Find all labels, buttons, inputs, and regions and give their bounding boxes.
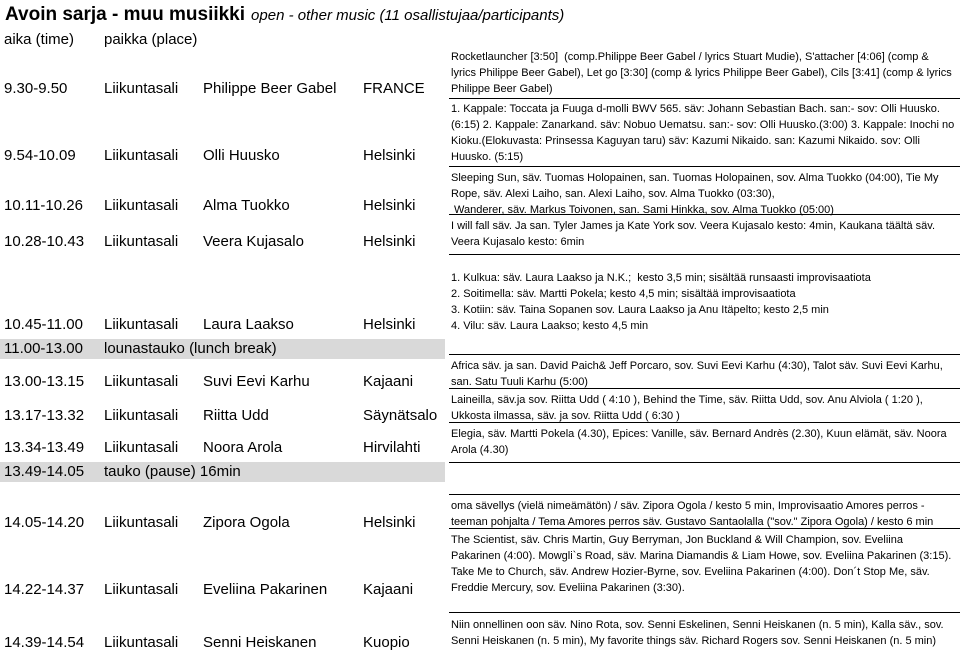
page-title	[5, 4, 564, 26]
row-performer: Senni Heiskanen	[203, 634, 317, 651]
row-city: Helsinki	[363, 316, 416, 333]
program-line: Elegia, säv. Martti Pokela (4.30), Epices: Vanille, säv. Bernard Andrès (2.30), Kuun elämät, säv. Noora	[451, 428, 947, 440]
row-place: Liikuntasali	[104, 514, 179, 531]
program-line: 2. Soitimella: säv. Martti Pokela; kesto 4,5 min; sisältää improvisaatiota	[451, 288, 796, 300]
program-line: Laineilla, säv.ja sov. Riitta Udd ( 4:10 ), Behind the Time, säv. Riitta Udd, sov. Anu Alviola ( 1:20 ),	[451, 394, 923, 406]
row-place: Liikuntasali	[104, 147, 179, 164]
row-time: 9.30-9.50	[4, 80, 68, 97]
row-performer: Noora Arola	[203, 439, 283, 456]
row-city: Helsinki	[363, 147, 416, 164]
row-performer: Philippe Beer Gabel	[203, 80, 337, 97]
program-cell	[451, 101, 958, 165]
program-line: Take Me to Church, säv. Andrew Hozier-Byrne, sov. Eveliina Pakarinen (4:00). Don´t Stop Me, säv.	[451, 566, 930, 578]
table-row	[0, 580, 445, 600]
program-line: The Scientist, säv. Chris Martin, Guy Berryman, Jon Buckland & Will Champion, sov. Eveliina	[451, 534, 903, 546]
program-line: I will fall säv. Ja san. Tyler James ja Kate York sov. Veera Kujasalo kesto: 4min, Kaukana täältä säv.	[451, 220, 936, 232]
program-cell	[451, 170, 958, 218]
program-cell	[451, 49, 958, 97]
break-row	[0, 462, 445, 482]
row-performer: Alma Tuokko	[203, 197, 290, 214]
row-time: 13.34-13.49	[4, 439, 85, 456]
program-line: Philippe Beer Gabel)	[451, 83, 553, 95]
row-time: 13.17-13.32	[4, 407, 85, 424]
break-row	[0, 339, 445, 359]
row-city: Helsinki	[363, 197, 416, 214]
program-cell	[451, 498, 958, 530]
table-row	[0, 315, 445, 335]
row-time: 9.54-10.09	[4, 147, 76, 164]
row-city: Helsinki	[363, 233, 416, 250]
row-city: Kuopio	[363, 634, 410, 651]
row-performer: Laura Laakso	[203, 316, 294, 333]
table-row	[0, 79, 445, 99]
row-time: 10.11-10.26	[4, 197, 83, 214]
row-time: 11.00-13.00	[4, 340, 83, 357]
row-divider	[449, 612, 960, 613]
table-row	[0, 406, 445, 426]
row-place: Liikuntasali	[104, 197, 179, 214]
row-break-label: tauko (pause) 16min	[104, 463, 241, 480]
program-line: lyrics Philippe Beer Gabel), Let go [3:30] (comp & lyrics Philippe Beer Gabel), Cils [3:41] (comp & lyrics	[451, 67, 952, 79]
row-performer: Veera Kujasalo	[203, 233, 304, 250]
program-cell	[451, 617, 958, 649]
program-line: Ukkosta ilmassa, säv. ja sov. Riitta Udd ( 6:30 )	[451, 410, 680, 422]
program-line: Arola (4.30)	[451, 444, 509, 456]
row-divider	[449, 98, 960, 99]
row-city: Helsinki	[363, 514, 416, 531]
row-performer: Zipora Ogola	[203, 514, 290, 531]
row-performer: Riitta Udd	[203, 407, 269, 424]
row-divider	[449, 354, 960, 355]
program-line: teeman pohjalta / Tema Amores perros säv. Gustavo Santaolalla ("sov." Zipora Ogola) / kesto 6 min	[451, 516, 934, 528]
row-time: 10.45-11.00	[4, 316, 83, 333]
table-row	[0, 196, 445, 216]
program-line: Wanderer, säv. Markus Toivonen, san. Sami Hinkka, sov. Alma Tuokko (05:00)	[451, 204, 834, 216]
row-divider	[449, 462, 960, 463]
row-performer: Eveliina Pakarinen	[203, 581, 328, 598]
program-cell	[451, 426, 958, 458]
row-time: 10.28-10.43	[4, 233, 85, 250]
title-main: Avoin sarja - muu musiikki	[5, 4, 246, 25]
program-line: Rocketlauncher [3:50] (comp.Philippe Beer Gabel / lyrics Stuart Mudie), S'attacher [4:06] (comp &	[451, 51, 929, 63]
row-performer: Suvi Eevi Karhu	[203, 373, 310, 390]
program-line: 3. Kotiin: säv. Taina Sopanen sov. Laura Laakso ja Anu Itäpelto; kesto 2,5 min	[451, 304, 829, 316]
row-time: 14.05-14.20	[4, 514, 85, 531]
title-sub: open - other music (11 osallistujaa/participants)	[251, 7, 565, 24]
program-line: Senni Heiskanen (n. 5 min), My favorite things säv. Richard Rogers sov. Senni Heiskanen (n. 5 min)	[451, 635, 937, 647]
row-city: Hirvilahti	[363, 439, 421, 456]
row-time: 14.22-14.37	[4, 581, 85, 598]
row-place: Liikuntasali	[104, 581, 179, 598]
table-row	[0, 372, 445, 392]
row-place: Liikuntasali	[104, 407, 179, 424]
program-line: (6:15) 2. Kappale: Zanarkand. säv: Nobuo Uematsu. san:- sov: Olli Huusko.(3:00) 3. Kappale: Inochi no	[451, 119, 955, 131]
program-cell	[451, 358, 958, 390]
table-row	[0, 513, 445, 533]
program-line: Kioku.(Elokuvasta: Prinsessa Kaguyan taru) säv: Kazumi Nikaido. san: Kazumi Nikaido. sov: Olli	[451, 135, 920, 147]
program-line: Pakarinen (4:00). Mowgli`s Road, säv. Marina Diamandis & Liam Howe, sov. Eveliina Pakarinen (3:15).	[451, 550, 952, 562]
row-time: 13.00-13.15	[4, 373, 85, 390]
program-line: Sleeping Sun, säv. Tuomas Holopainen, san. Tuomas Holopainen, sov. Alma Tuokko (04:00), Tie My	[451, 172, 939, 184]
row-place: Liikuntasali	[104, 634, 179, 651]
program-cell	[451, 392, 958, 424]
row-place: Liikuntasali	[104, 373, 179, 390]
program-line: san. Satu Tuuli Karhu (5:00)	[451, 376, 588, 388]
program-line: Niin onnellinen oon säv. Nino Rota, sov. Senni Eskelinen, Senni Heiskanen (n. 5 min), Kalla säv., sov.	[451, 619, 944, 631]
table-row	[0, 232, 445, 252]
program-line: 4. Vilu: säv. Laura Laakso; kesto 4,5 min	[451, 320, 649, 332]
table-row	[0, 633, 445, 653]
row-divider	[449, 494, 960, 495]
row-time: 13.49-14.05	[4, 463, 85, 480]
header-time: aika (time)	[4, 31, 75, 48]
program-line: Huusko. (5:15)	[451, 151, 524, 163]
row-city: Kajaani	[363, 581, 414, 598]
row-place: Liikuntasali	[104, 233, 179, 250]
row-divider	[449, 254, 960, 255]
row-performer: Olli Huusko	[203, 147, 280, 164]
row-city: Säynätsalo	[363, 407, 438, 424]
row-break-label: lounastauko (lunch break)	[104, 340, 277, 357]
row-city: FRANCE	[363, 80, 425, 97]
program-line: Africa säv. ja san. David Paich& Jeff Porcaro, sov. Suvi Eevi Karhu (4:30), Talot säv. Suvi Eevi Karhu,	[451, 360, 943, 372]
program-line: Freddie Mercury, sov. Eveliina Pakarinen (3:30).	[451, 582, 685, 594]
row-divider	[449, 166, 960, 167]
program-line: Rope, säv. Alexi Laiho, san. Alexi Laiho, sov. Alma Tuokko (03:30),	[451, 188, 775, 200]
program-line: 1. Kappale: Toccata ja Fuuga d-molli BWV 565. säv: Johann Sebastian Bach. san:- sov: Olli Huusko.	[451, 103, 940, 115]
header-place: paikka (place)	[104, 31, 198, 48]
program-cell	[451, 270, 958, 334]
table-row	[0, 146, 445, 166]
program-line: oma sävellys (vielä nimeämätön) / säv. Zipora Ogola / kesto 5 min, Improvisaatio Amores perros -	[451, 500, 925, 512]
program-cell	[451, 532, 958, 596]
row-place: Liikuntasali	[104, 316, 179, 333]
program-line: 1. Kulkua: säv. Laura Laakso ja N.K.; kesto 3,5 min; sisältää runsaasti improvisaatiota	[451, 272, 871, 284]
row-place: Liikuntasali	[104, 439, 179, 456]
row-time: 14.39-14.54	[4, 634, 85, 651]
table-row	[0, 438, 445, 458]
row-city: Kajaani	[363, 373, 414, 390]
program-line: Veera Kujasalo kesto: 6min	[451, 236, 585, 248]
row-place: Liikuntasali	[104, 80, 179, 97]
program-cell	[451, 218, 958, 250]
